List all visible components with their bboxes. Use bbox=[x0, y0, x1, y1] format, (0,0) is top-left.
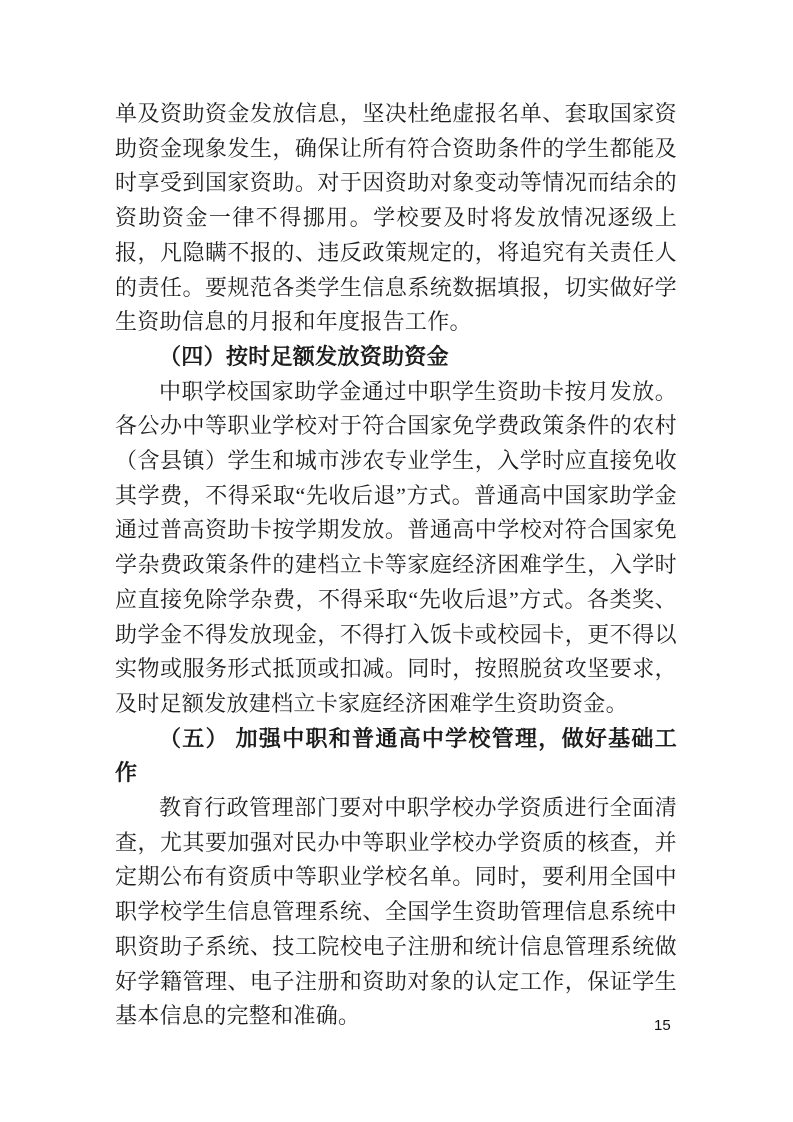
section-heading-4: （四）按时足额发放资助资金 bbox=[159, 343, 449, 369]
body-paragraph-section-5: 教育行政管理部门要对中职学校办学资质进行全面清查，尤其要加强对民办中等职业学校办学资质的核查，并定期公布有资质中等职业学校名单。同时，要利用全国中职学校学生信息管理系统、全国学生资助管理信息系统中职资助子系统、技工院校电子注册和统计信息管理系统做好学籍管理、电子注册和资助对象的认定工作，保证学生基本信息的完整和准确。 bbox=[115, 795, 677, 1029]
paragraph-continuation: 单及资助资金发放信息，坚决杜绝虚报名单、套取国家资助资金现象发生，确保让所有符合资助条件的学生都能及时享受到国家资助。对于因资助对象变动等情况而结余的资助资金一律不得挪用。学校要及时将发放情况逐级上报，凡隐瞒不报的、违反政策规定的，将追究有关责任人的责任。要规范各类学生信息系统数据填报，切实做好学生资助信息的月报和年度报告工作。 bbox=[115, 101, 677, 335]
section-heading-5: （五） 加强中职和普通高中学校管理，做好基础工作 bbox=[115, 725, 677, 786]
page-number: 15 bbox=[654, 1017, 671, 1034]
text-block bbox=[115, 97, 677, 1034]
body-paragraph-section-4: 中职学校国家助学金通过中职学生资助卡按月发放。各公办中等职业学校对于符合国家免学费政策条件的农村（含县镇）学生和城市涉农专业学生，入学时应直接免收其学费，不得采取“先收后退”方式。普通高中国家助学金通过普高资助卡按学期发放。普通高中学校对符合国家免学杂费政策条件的建档立卡等家庭经济困难学生，入学时应直接免除学杂费，不得采取“先收后退”方式。各类奖、助学金不得发放现金，不得打入饭卡或校园卡，更不得以实物或服务形式抵顶或扣减。同时，按照脱贫攻坚要求，及时足额发放建档立卡家庭经济困难学生资助资金。 bbox=[115, 378, 677, 716]
